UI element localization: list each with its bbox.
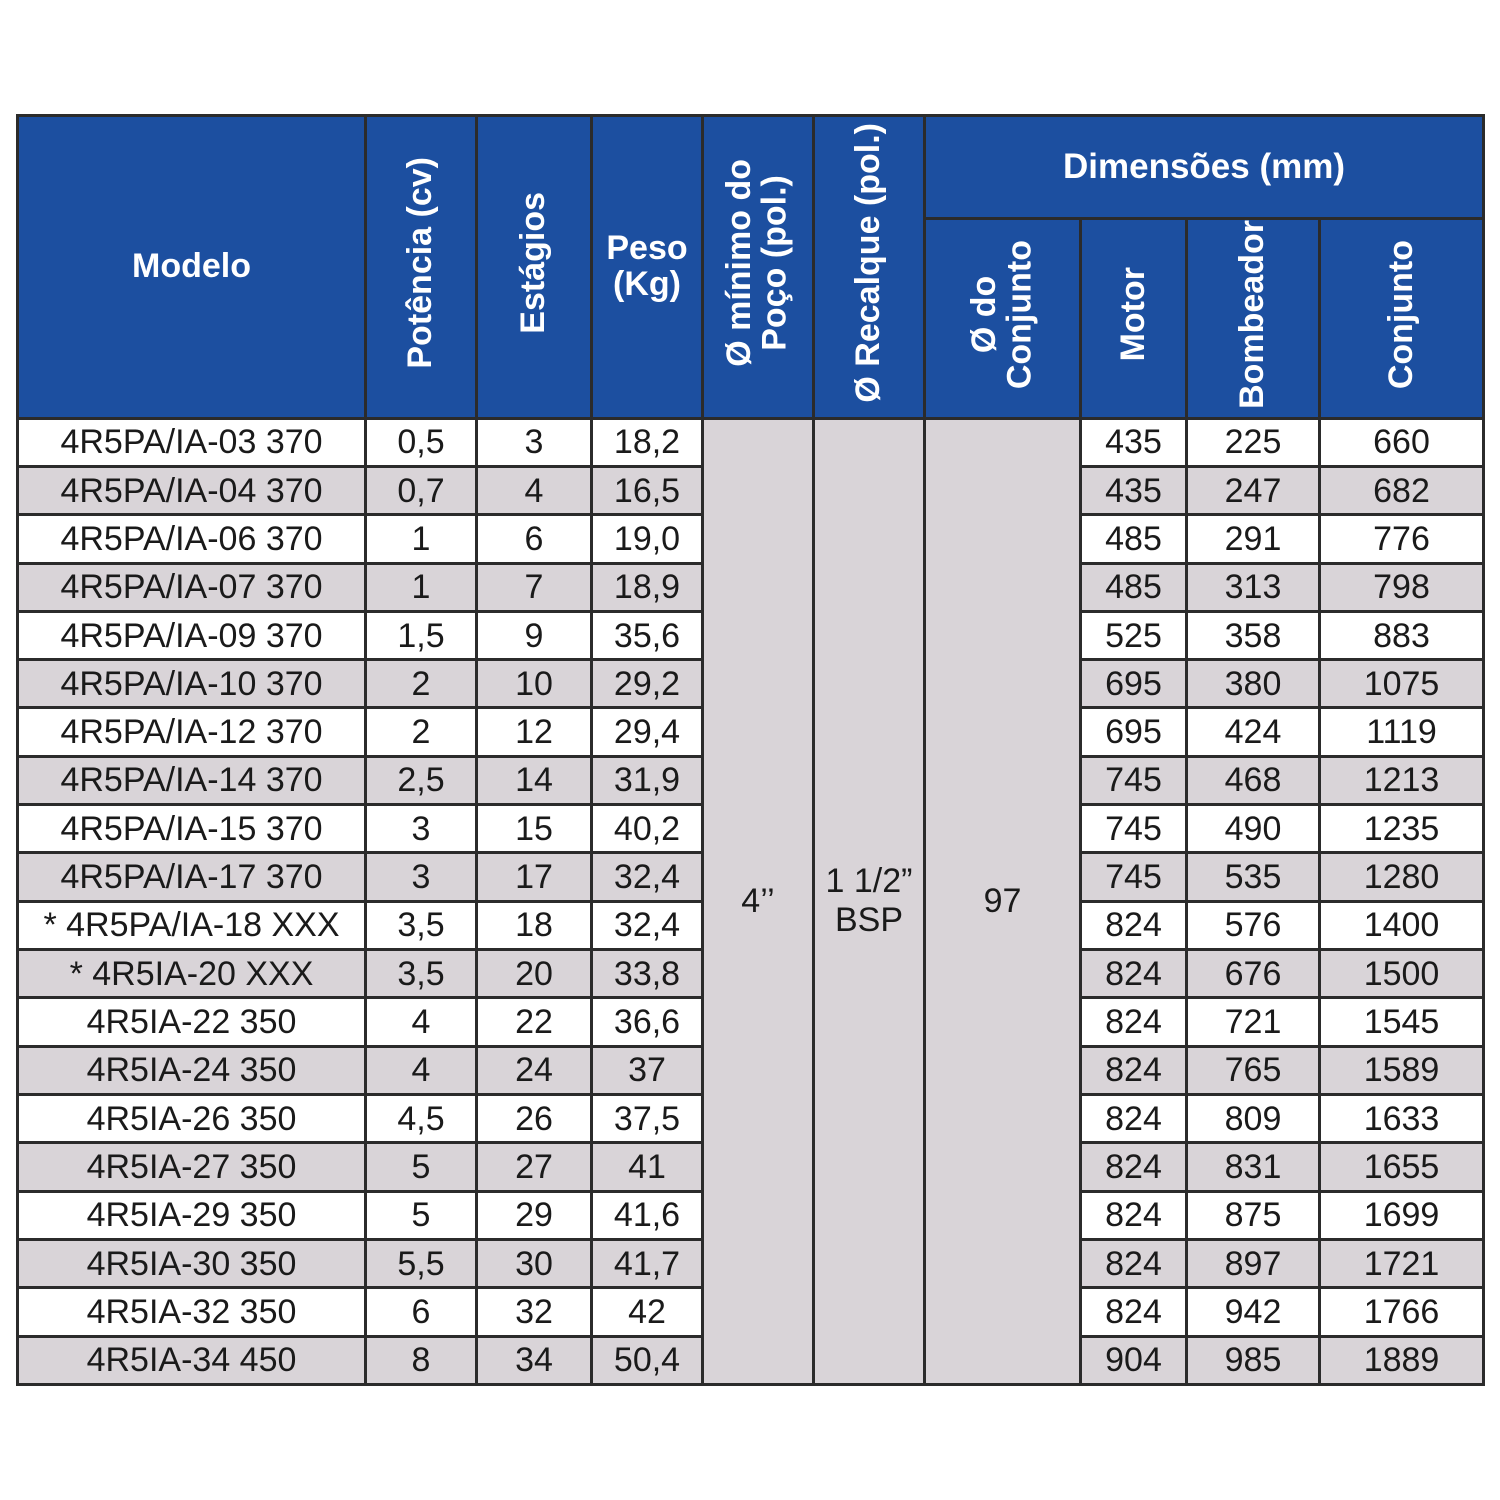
cell-motor: 485 xyxy=(1081,563,1187,611)
cell-motor: 745 xyxy=(1081,805,1187,853)
header-peso: Peso (Kg) xyxy=(592,116,703,419)
cell-motor: 525 xyxy=(1081,611,1187,659)
cell-motor: 824 xyxy=(1081,1288,1187,1336)
cell-motor: 824 xyxy=(1081,1239,1187,1287)
cell-peso: 41,7 xyxy=(592,1239,703,1287)
cell-potencia: 4,5 xyxy=(366,1094,477,1142)
cell-bombeador: 809 xyxy=(1187,1094,1320,1142)
cell-potencia: 2 xyxy=(366,660,477,708)
cell-bombeador: 576 xyxy=(1187,901,1320,949)
cell-motor: 824 xyxy=(1081,998,1187,1046)
cell-conjunto: 883 xyxy=(1320,611,1484,659)
cell-peso: 31,9 xyxy=(592,756,703,804)
cell-bombeador: 765 xyxy=(1187,1046,1320,1094)
cell-peso: 41 xyxy=(592,1143,703,1191)
cell-conjunto: 1213 xyxy=(1320,756,1484,804)
cell-modelo: 4R5PA/IA-14 370 xyxy=(18,756,366,804)
cell-modelo: 4R5PA/IA-12 370 xyxy=(18,708,366,756)
cell-estagios: 6 xyxy=(477,515,592,563)
cell-modelo: 4R5IA-22 350 xyxy=(18,998,366,1046)
cell-bombeador: 313 xyxy=(1187,563,1320,611)
cell-bombeador: 358 xyxy=(1187,611,1320,659)
cell-peso: 16,5 xyxy=(592,466,703,514)
table-header xyxy=(18,116,1484,419)
cell-motor: 745 xyxy=(1081,756,1187,804)
cell-motor: 824 xyxy=(1081,901,1187,949)
cell-estagios: 9 xyxy=(477,611,592,659)
cell-modelo: * 4R5PA/IA-18 XXX xyxy=(18,901,366,949)
cell-modelo: 4R5PA/IA-04 370 xyxy=(18,466,366,514)
cell-conjunto: 1633 xyxy=(1320,1094,1484,1142)
cell-conjunto: 798 xyxy=(1320,563,1484,611)
cell-bombeador: 676 xyxy=(1187,950,1320,998)
cell-potencia: 4 xyxy=(366,1046,477,1094)
cell-peso: 42 xyxy=(592,1288,703,1336)
cell-bombeador: 468 xyxy=(1187,756,1320,804)
cell-peso: 19,0 xyxy=(592,515,703,563)
cell-potencia: 1 xyxy=(366,563,477,611)
cell-peso: 29,2 xyxy=(592,660,703,708)
header-dimensoes: Dimensões (mm) xyxy=(925,116,1484,219)
cell-conjunto: 660 xyxy=(1320,418,1484,466)
cell-modelo: 4R5PA/IA-10 370 xyxy=(18,660,366,708)
cell-peso: 29,4 xyxy=(592,708,703,756)
cell-potencia: 3 xyxy=(366,853,477,901)
cell-bombeador: 490 xyxy=(1187,805,1320,853)
cell-peso: 37 xyxy=(592,1046,703,1094)
cell-peso: 32,4 xyxy=(592,901,703,949)
cell-modelo: 4R5PA/IA-03 370 xyxy=(18,418,366,466)
cell-estagios: 3 xyxy=(477,418,592,466)
cell-modelo: 4R5PA/IA-17 370 xyxy=(18,853,366,901)
cell-modelo: 4R5IA-34 450 xyxy=(18,1336,366,1384)
cell-conjunto: 1400 xyxy=(1320,901,1484,949)
header-conjunto-diametro: Ø do Conjunto xyxy=(925,219,1081,419)
cell-conjunto: 682 xyxy=(1320,466,1484,514)
cell-modelo: 4R5PA/IA-09 370 xyxy=(18,611,366,659)
cell-estagios: 22 xyxy=(477,998,592,1046)
cell-estagios: 17 xyxy=(477,853,592,901)
cell-bombeador: 424 xyxy=(1187,708,1320,756)
cell-estagios: 32 xyxy=(477,1288,592,1336)
cell-bombeador: 897 xyxy=(1187,1239,1320,1287)
cell-bombeador: 291 xyxy=(1187,515,1320,563)
cell-potencia: 0,5 xyxy=(366,418,477,466)
cell-motor: 824 xyxy=(1081,950,1187,998)
cell-conjunto: 1545 xyxy=(1320,998,1484,1046)
header-modelo: Modelo xyxy=(18,116,366,419)
cell-estagios: 26 xyxy=(477,1094,592,1142)
cell-bombeador: 247 xyxy=(1187,466,1320,514)
cell-peso: 18,2 xyxy=(592,418,703,466)
cell-estagios: 10 xyxy=(477,660,592,708)
cell-motor: 485 xyxy=(1081,515,1187,563)
cell-motor: 695 xyxy=(1081,708,1187,756)
cell-estagios: 7 xyxy=(477,563,592,611)
table-body xyxy=(18,418,1484,1384)
cell-potencia: 8 xyxy=(366,1336,477,1384)
cell-conjunto: 1075 xyxy=(1320,660,1484,708)
cell-potencia: 6 xyxy=(366,1288,477,1336)
cell-bombeador: 985 xyxy=(1187,1336,1320,1384)
cell-modelo: 4R5IA-27 350 xyxy=(18,1143,366,1191)
cell-peso: 40,2 xyxy=(592,805,703,853)
cell-potencia: 3,5 xyxy=(366,950,477,998)
cell-bombeador: 831 xyxy=(1187,1143,1320,1191)
cell-motor: 435 xyxy=(1081,418,1187,466)
cell-modelo: 4R5IA-26 350 xyxy=(18,1094,366,1142)
cell-potencia: 1 xyxy=(366,515,477,563)
cell-peso: 35,6 xyxy=(592,611,703,659)
cell-bombeador: 875 xyxy=(1187,1191,1320,1239)
cell-motor: 745 xyxy=(1081,853,1187,901)
header-poco: Ø mínimo do Poço (pol.) xyxy=(703,116,814,419)
cell-potencia: 4 xyxy=(366,998,477,1046)
cell-conjunto: 1280 xyxy=(1320,853,1484,901)
cell-bombeador: 535 xyxy=(1187,853,1320,901)
cell-conjunto: 1699 xyxy=(1320,1191,1484,1239)
cell-peso: 41,6 xyxy=(592,1191,703,1239)
header-motor: Motor xyxy=(1081,219,1187,419)
spec-table xyxy=(16,114,1485,1386)
cell-motor: 695 xyxy=(1081,660,1187,708)
cell-potencia: 1,5 xyxy=(366,611,477,659)
cell-conjunto: 776 xyxy=(1320,515,1484,563)
cell-peso: 33,8 xyxy=(592,950,703,998)
cell-modelo: * 4R5IA-20 XXX xyxy=(18,950,366,998)
cell-poco-merged: 4’’ xyxy=(703,418,814,1384)
cell-peso: 50,4 xyxy=(592,1336,703,1384)
header-bombeador: Bombeador xyxy=(1187,219,1320,419)
cell-estagios: 12 xyxy=(477,708,592,756)
cell-bombeador: 942 xyxy=(1187,1288,1320,1336)
cell-estagios: 18 xyxy=(477,901,592,949)
cell-estagios: 14 xyxy=(477,756,592,804)
cell-bombeador: 721 xyxy=(1187,998,1320,1046)
cell-peso: 18,9 xyxy=(592,563,703,611)
cell-motor: 824 xyxy=(1081,1143,1187,1191)
cell-modelo: 4R5PA/IA-15 370 xyxy=(18,805,366,853)
cell-conjunto: 1589 xyxy=(1320,1046,1484,1094)
cell-conjunto: 1889 xyxy=(1320,1336,1484,1384)
cell-estagios: 29 xyxy=(477,1191,592,1239)
cell-peso: 32,4 xyxy=(592,853,703,901)
header-recalque: Ø Recalque (pol.) xyxy=(814,116,925,419)
cell-peso: 36,6 xyxy=(592,998,703,1046)
cell-estagios: 20 xyxy=(477,950,592,998)
cell-motor: 824 xyxy=(1081,1191,1187,1239)
cell-peso: 37,5 xyxy=(592,1094,703,1142)
cell-estagios: 4 xyxy=(477,466,592,514)
cell-potencia: 3,5 xyxy=(366,901,477,949)
cell-bombeador: 380 xyxy=(1187,660,1320,708)
cell-motor: 435 xyxy=(1081,466,1187,514)
cell-motor: 824 xyxy=(1081,1094,1187,1142)
cell-conjunto: 1500 xyxy=(1320,950,1484,998)
cell-estagios: 34 xyxy=(477,1336,592,1384)
cell-potencia: 5 xyxy=(366,1191,477,1239)
cell-estagios: 15 xyxy=(477,805,592,853)
cell-potencia: 2 xyxy=(366,708,477,756)
cell-potencia: 2,5 xyxy=(366,756,477,804)
cell-motor: 824 xyxy=(1081,1046,1187,1094)
cell-estagios: 27 xyxy=(477,1143,592,1191)
cell-modelo: 4R5PA/IA-06 370 xyxy=(18,515,366,563)
cell-potencia: 5,5 xyxy=(366,1239,477,1287)
cell-modelo: 4R5IA-30 350 xyxy=(18,1239,366,1287)
cell-conjunto: 1119 xyxy=(1320,708,1484,756)
cell-recalque-merged: 1 1/2” BSP xyxy=(814,418,925,1384)
header-potencia: Potência (cv) xyxy=(366,116,477,419)
cell-modelo: 4R5IA-29 350 xyxy=(18,1191,366,1239)
table-row xyxy=(18,418,1484,466)
cell-modelo: 4R5IA-24 350 xyxy=(18,1046,366,1094)
cell-conjunto-diametro-merged: 97 xyxy=(925,418,1081,1384)
cell-motor: 904 xyxy=(1081,1336,1187,1384)
cell-conjunto: 1721 xyxy=(1320,1239,1484,1287)
cell-conjunto: 1235 xyxy=(1320,805,1484,853)
cell-estagios: 24 xyxy=(477,1046,592,1094)
header-estagios: Estágios xyxy=(477,116,592,419)
cell-estagios: 30 xyxy=(477,1239,592,1287)
cell-potencia: 0,7 xyxy=(366,466,477,514)
cell-potencia: 5 xyxy=(366,1143,477,1191)
cell-potencia: 3 xyxy=(366,805,477,853)
header-conjunto: Conjunto xyxy=(1320,219,1484,419)
cell-conjunto: 1655 xyxy=(1320,1143,1484,1191)
cell-modelo: 4R5PA/IA-07 370 xyxy=(18,563,366,611)
cell-bombeador: 225 xyxy=(1187,418,1320,466)
cell-modelo: 4R5IA-32 350 xyxy=(18,1288,366,1336)
cell-conjunto: 1766 xyxy=(1320,1288,1484,1336)
